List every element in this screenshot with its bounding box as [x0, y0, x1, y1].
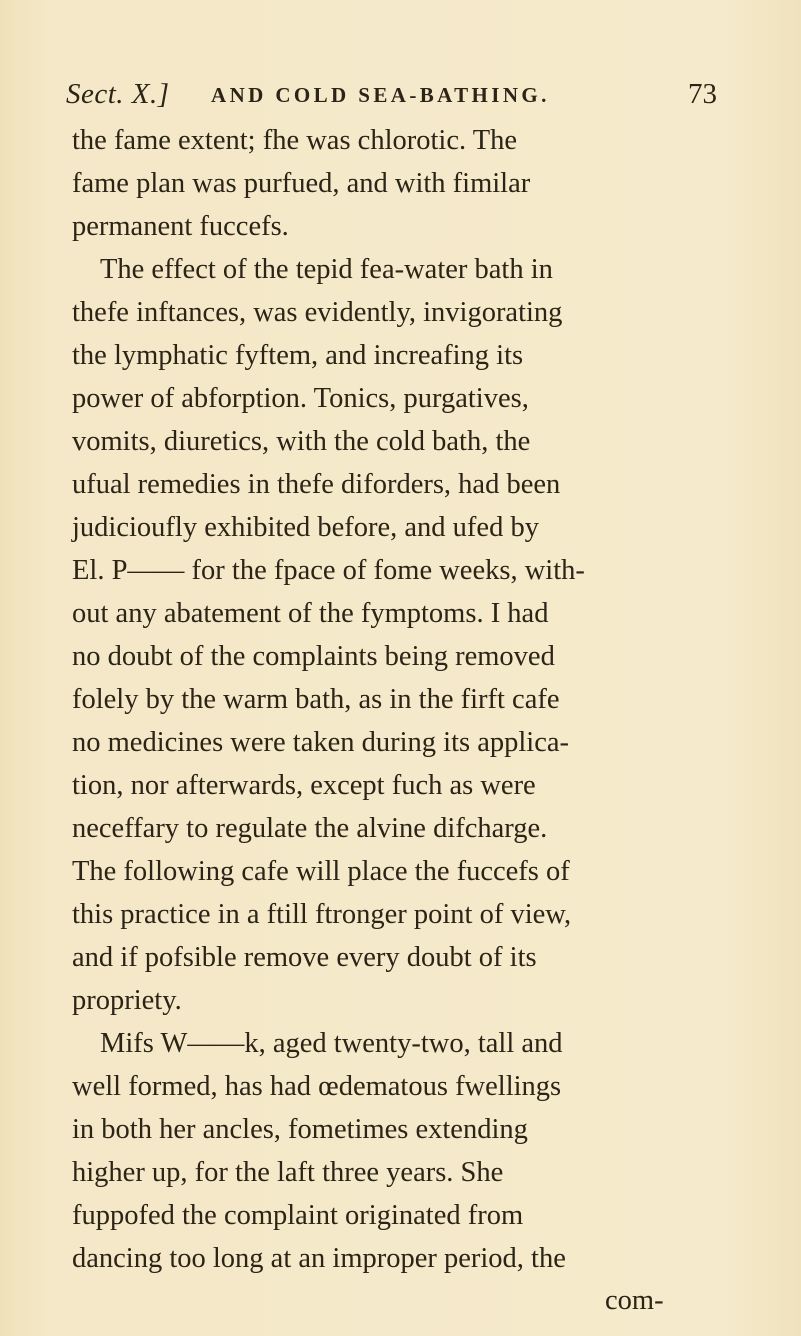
text-line: El. P—— for the fpace of fome weeks, with- — [72, 555, 585, 586]
text-line: permanent fuccefs. — [72, 211, 289, 242]
text-line: Mifs W——k, aged twenty-two, tall and — [100, 1028, 563, 1059]
text-line: folely by the warm bath, as in the firft cafe — [72, 684, 560, 715]
text-line: The effect of the tepid fea-water bath in — [100, 254, 553, 285]
text-line: well formed, has had œdematous fwellings — [72, 1071, 562, 1102]
page-number: 73 — [688, 78, 717, 110]
text-line: vomits, diuretics, with the cold bath, the — [72, 426, 531, 457]
text-line: The following cafe will place the fuccefs of — [72, 856, 570, 887]
text-line: neceffary to regulate the alvine difcharge. — [72, 813, 548, 844]
section-label: Sect. X.] — [66, 78, 170, 110]
running-header — [66, 78, 746, 118]
text-line: judicioufly exhibited before, and ufed by — [72, 512, 539, 543]
text-line: in both her ancles, fometimes extending — [72, 1114, 528, 1145]
text-line: no doubt of the complaints being removed — [72, 641, 555, 672]
text-line: the fame extent; fhe was chlorotic. The — [72, 125, 518, 156]
text-line: out any abatement of the fymptoms. I had — [72, 598, 549, 629]
text-line: propriety. — [72, 985, 182, 1016]
text-line: tion, nor afterwards, except fuch as were — [72, 770, 536, 801]
text-line: dancing too long at an improper period, the — [72, 1243, 566, 1274]
text-line: fame plan was purfued, and with fimilar — [72, 168, 531, 199]
text-line: ufual remedies in thefe diforders, had been — [72, 469, 561, 500]
text-line: power of abforption. Tonics, purgatives, — [72, 383, 529, 414]
text-line: the lymphatic fyftem, and increafing its — [72, 340, 524, 371]
text-line: no medicines were taken during its applica- — [72, 727, 569, 758]
catchword: com- — [605, 1285, 664, 1316]
text-line: this practice in a ftill ftronger point of view, — [72, 899, 572, 930]
text-line: higher up, for the laft three years. She — [72, 1157, 504, 1188]
text-line: fuppofed the complaint originated from — [72, 1200, 524, 1231]
running-title: AND COLD SEA-BATHING. — [211, 83, 550, 107]
text-line: and if pofsible remove every doubt of its — [72, 942, 537, 973]
text-line: thefe inftances, was evidently, invigorating — [72, 297, 563, 328]
